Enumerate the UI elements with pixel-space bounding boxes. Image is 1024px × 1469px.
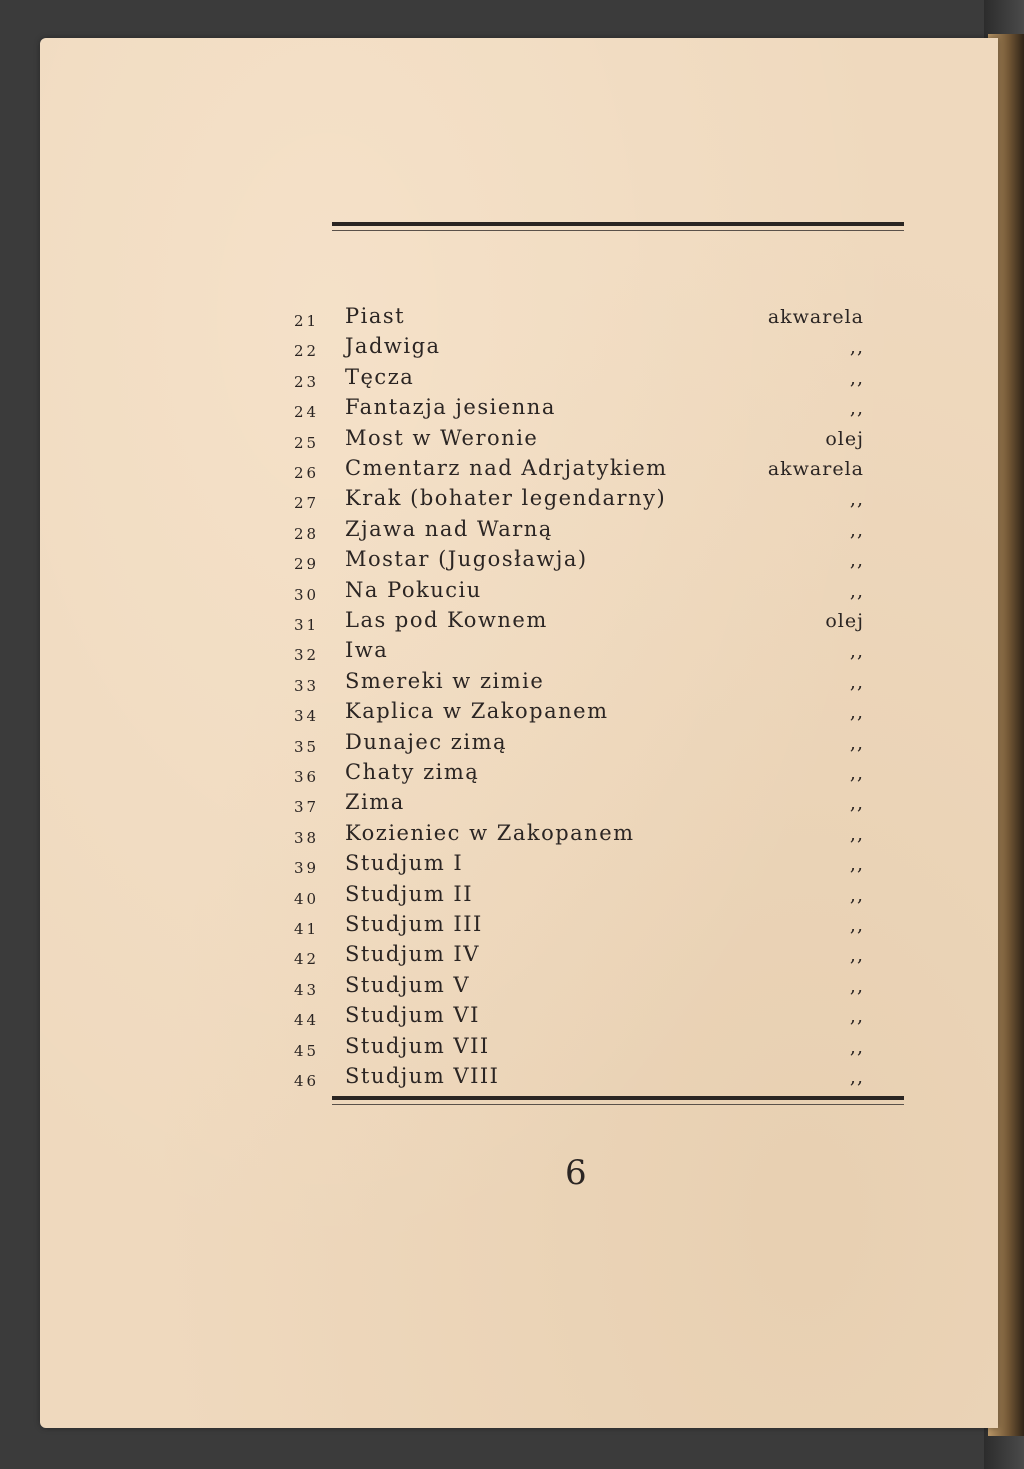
entry-medium: ,, [849,640,864,663]
entry-number: 35 [294,737,320,756]
catalog-entry [40,940,998,970]
entry-number: 21 [294,312,320,330]
entry-title: Studjum VIII [345,1064,500,1088]
entry-title: Smereki w zimie [345,668,545,693]
entry-medium: ,, [849,822,864,845]
entry-title: Studjum VI [345,1003,480,1028]
catalog-entry [40,880,998,910]
entry-title: Kaplica w Zakopanem [345,699,609,724]
catalog-entry [40,971,998,1001]
catalog-entry [40,393,998,423]
entry-medium: ,, [849,549,864,572]
entry-number: 24 [294,403,320,422]
catalog-entry [40,302,998,332]
entry-number: 36 [294,768,320,786]
entry-title: Studjum I [345,851,464,876]
entry-medium: ,, [849,883,864,906]
entry-medium: ,, [849,397,864,420]
entry-medium: ,, [849,701,864,724]
entry-number: 38 [294,828,320,847]
catalog-entry [40,758,998,788]
entry-title: Kozieniec w Zakopanem [345,820,635,845]
entry-number: 26 [294,464,320,482]
entry-medium: ,, [849,792,864,815]
entry-number: 32 [294,646,320,665]
entry-medium: ,, [849,762,864,784]
entry-number: 39 [294,859,320,878]
entry-number: 29 [294,555,320,574]
catalog-entry [40,910,998,940]
entry-title: Na Pokuciu [345,577,482,602]
entry-number: 34 [294,707,320,726]
entry-medium: ,, [849,366,864,389]
entry-number: 30 [294,585,320,604]
entry-number: 27 [294,494,320,513]
catalog-entry [40,332,998,362]
entry-number: 45 [294,1041,320,1060]
top-rule-thick [332,222,904,226]
entry-title: Most w Weronie [345,425,539,450]
entry-number: 25 [294,433,320,452]
entry-title: Mostar (Jugosławja) [345,547,588,572]
catalog-entry [40,819,998,849]
entry-number: 33 [294,676,320,695]
entry-medium: ,, [849,579,864,602]
entry-medium: ,, [849,731,864,754]
catalog-entry [40,545,998,575]
entry-medium: ,, [849,914,864,936]
entry-title: Chaty zimą [345,760,480,784]
entry-medium: ,, [849,518,864,541]
catalog-entry [40,1032,998,1062]
entry-title: Piast [345,304,406,328]
entry-medium: akwarela [767,458,864,480]
entry-medium: ,, [849,670,864,693]
entry-number: 28 [294,524,320,543]
catalog-entry [40,606,998,636]
entry-number: 22 [294,342,320,361]
entry-title: Studjum III [345,912,483,936]
catalog-entry [40,667,998,697]
entry-number: 23 [294,372,320,391]
entry-title: Jadwiga [345,334,441,359]
catalog-entry [40,1001,998,1031]
entry-number: 41 [294,920,320,938]
entry-number: 40 [294,889,320,908]
catalog-entry [40,363,998,393]
entry-title: Zjawa nad Warną [345,516,553,541]
entry-number: 43 [294,980,320,999]
entry-title: Studjum VII [345,1033,490,1058]
page-number: 6 [565,1153,587,1193]
catalog-entry [40,788,998,818]
entry-medium: ,, [849,944,864,967]
entry-title: Zima [345,790,405,815]
entry-medium: olej [825,610,864,632]
top-rule-thin [332,230,904,231]
entry-medium: ,, [849,1005,864,1028]
catalog-entry [40,515,998,545]
entry-number: 42 [294,950,320,969]
entry-medium: ,, [849,853,864,876]
entry-medium: akwarela [767,306,864,328]
entry-title: Iwa [345,638,389,663]
entry-number: 46 [294,1072,320,1090]
catalog-page [40,38,998,1428]
catalog-entry [40,728,998,758]
bottom-rule-thin [332,1104,904,1105]
catalog-entry [40,424,998,454]
entry-medium: ,, [849,336,864,359]
entry-number: 31 [294,616,320,634]
catalog-entry [40,484,998,514]
entry-title: Fantazja jesienna [345,395,556,420]
entry-title: Studjum IV [345,942,480,967]
entry-title: Studjum V [345,972,471,997]
entry-medium: ,, [849,1035,864,1058]
catalog-entry [40,1062,998,1092]
entry-medium: ,, [849,974,864,997]
bottom-rule-thick [332,1096,904,1100]
entry-title: Krak (bohater legendarny) [345,486,667,511]
entry-medium: ,, [849,1066,864,1088]
catalog-entry [40,849,998,879]
entry-number: 44 [294,1011,320,1030]
entry-title: Tęcza [345,364,415,389]
entry-title: Las pod Kownem [345,608,548,632]
entry-medium: olej [825,427,864,450]
entry-title: Cmentarz nad Adrjatykiem [345,456,668,480]
entry-medium: ,, [849,488,864,511]
catalog-entry [40,697,998,727]
entry-title: Dunajec zimą [345,729,507,754]
catalog-entry [40,576,998,606]
entry-title: Studjum II [345,881,474,906]
catalog-entry [40,454,998,484]
entry-number: 37 [294,798,320,817]
catalog-entry [40,636,998,666]
